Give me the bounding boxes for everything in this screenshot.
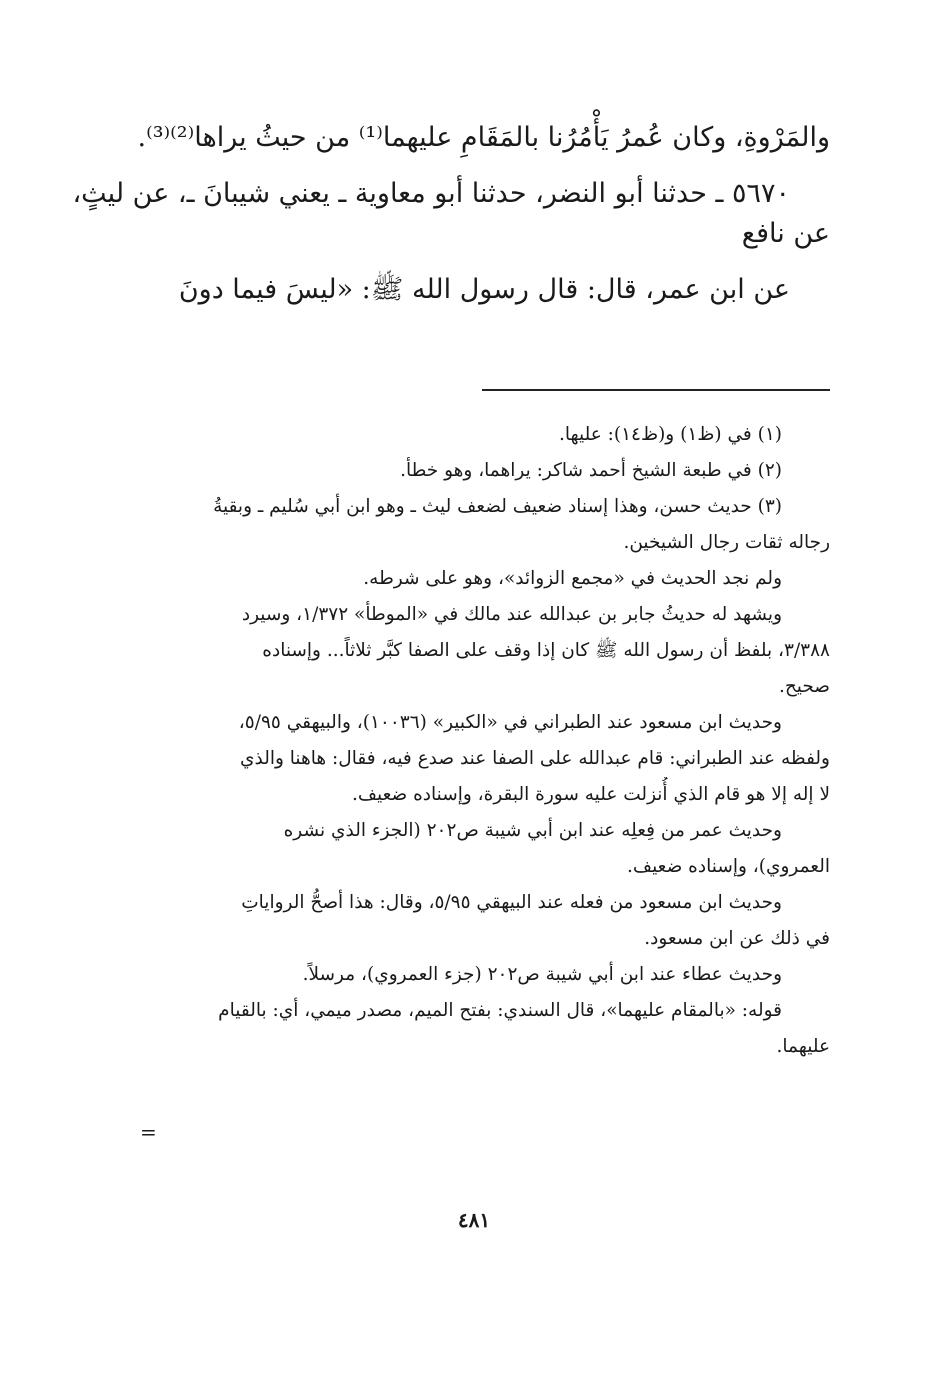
page-number: ٤٨١ <box>457 1208 491 1232</box>
continuation-mark: = <box>140 1120 157 1144</box>
footnote-line: ويشهد له حديثُ جابر بن عبدالله عند مالك في «الموطأ» ١/٣٧٢، وسيرد <box>241 604 782 625</box>
footnote-line: وحديث عمر من فِعلِه عند ابن أبي شيبة ص٢٠٢ (الجزء الذي نشره <box>283 820 782 841</box>
footnote-line: (٢) في طبعة الشيخ أحمد شاكر: يراهما، وهو خطأ. <box>400 460 782 481</box>
main-line: عن نافع <box>741 218 830 249</box>
footnote-line: عليهما. <box>776 1036 830 1057</box>
footnote-line: ولم نجد الحديث في «مجمع الزوائد»، وهو على شرطه. <box>363 568 782 589</box>
footnote-line: رجاله ثقات رجال الشيخين. <box>623 532 830 553</box>
footnote-line: ولفظه عند الطبراني: قام عبدالله على الصفا عند صدع فيه، فقال: هاهنا والذي <box>240 748 830 769</box>
footnote-line: صحيح. <box>778 676 830 697</box>
main-line: والمَرْوةِ، وكان عُمرُ يَأْمُرُنا بالمَقَامِ عليهما⁽¹⁾ من حيثُ يراها⁽²⁾⁽³⁾. <box>137 122 830 153</box>
footnote-line: لا إله إلا هو قام الذي أُنزلت عليه سورة البقرة، وإسناده ضعيف. <box>351 784 830 805</box>
footnote-separator <box>482 389 830 391</box>
footnote-line: العمروي)، وإسناده ضعيف. <box>627 856 830 877</box>
footnote-line: وحديث ابن مسعود عند الطبراني في «الكبير» (١٠٠٣٦)، والبيهقي ٥/٩٥، <box>238 712 782 733</box>
footnote-line: في ذلك عن ابن مسعود. <box>644 928 830 949</box>
footnote-line: (١) في (ظ١) و(ظ١٤): عليها. <box>558 424 782 445</box>
footnote-line: وحديث عطاء عند ابن أبي شيبة ص٢٠٢ (جزء العمروي)، مرسلاً. <box>302 964 782 985</box>
main-text <box>72 118 830 310</box>
main-line: عن ابن عمر، قال: قال رسول الله ﷺ: «ليسَ فيما دونَ <box>178 274 790 305</box>
hadith-number-line: ٥٦٧٠ ـ حدثنا أبو النضر، حدثنا أبو معاوية ـ يعني شيبانَ ـ، عن ليثٍ، <box>72 178 790 209</box>
footnote-line: (٣) حديث حسن، وهذا إسناد ضعيف لضعف ليث ـ وهو ابن أبي سُليم ـ وبقيةُ <box>213 496 782 517</box>
footnote-line: ٣/٣٨٨، بلفظ أن رسول الله ﷺ كان إذا وقف على الصفا كبَّر ثلاثاً... وإسناده <box>262 640 830 661</box>
footnote-line: وحديث ابن مسعود من فعله عند البيهقي ٥/٩٥، وقال: هذا أصحُّ الرواياتِ <box>241 892 782 913</box>
footnote-line: قوله: «بالمقام عليهما»، قال السندي: بفتح الميم، مصدر ميمي، أي: بالقيام <box>218 1000 782 1021</box>
footnotes <box>130 417 830 1065</box>
